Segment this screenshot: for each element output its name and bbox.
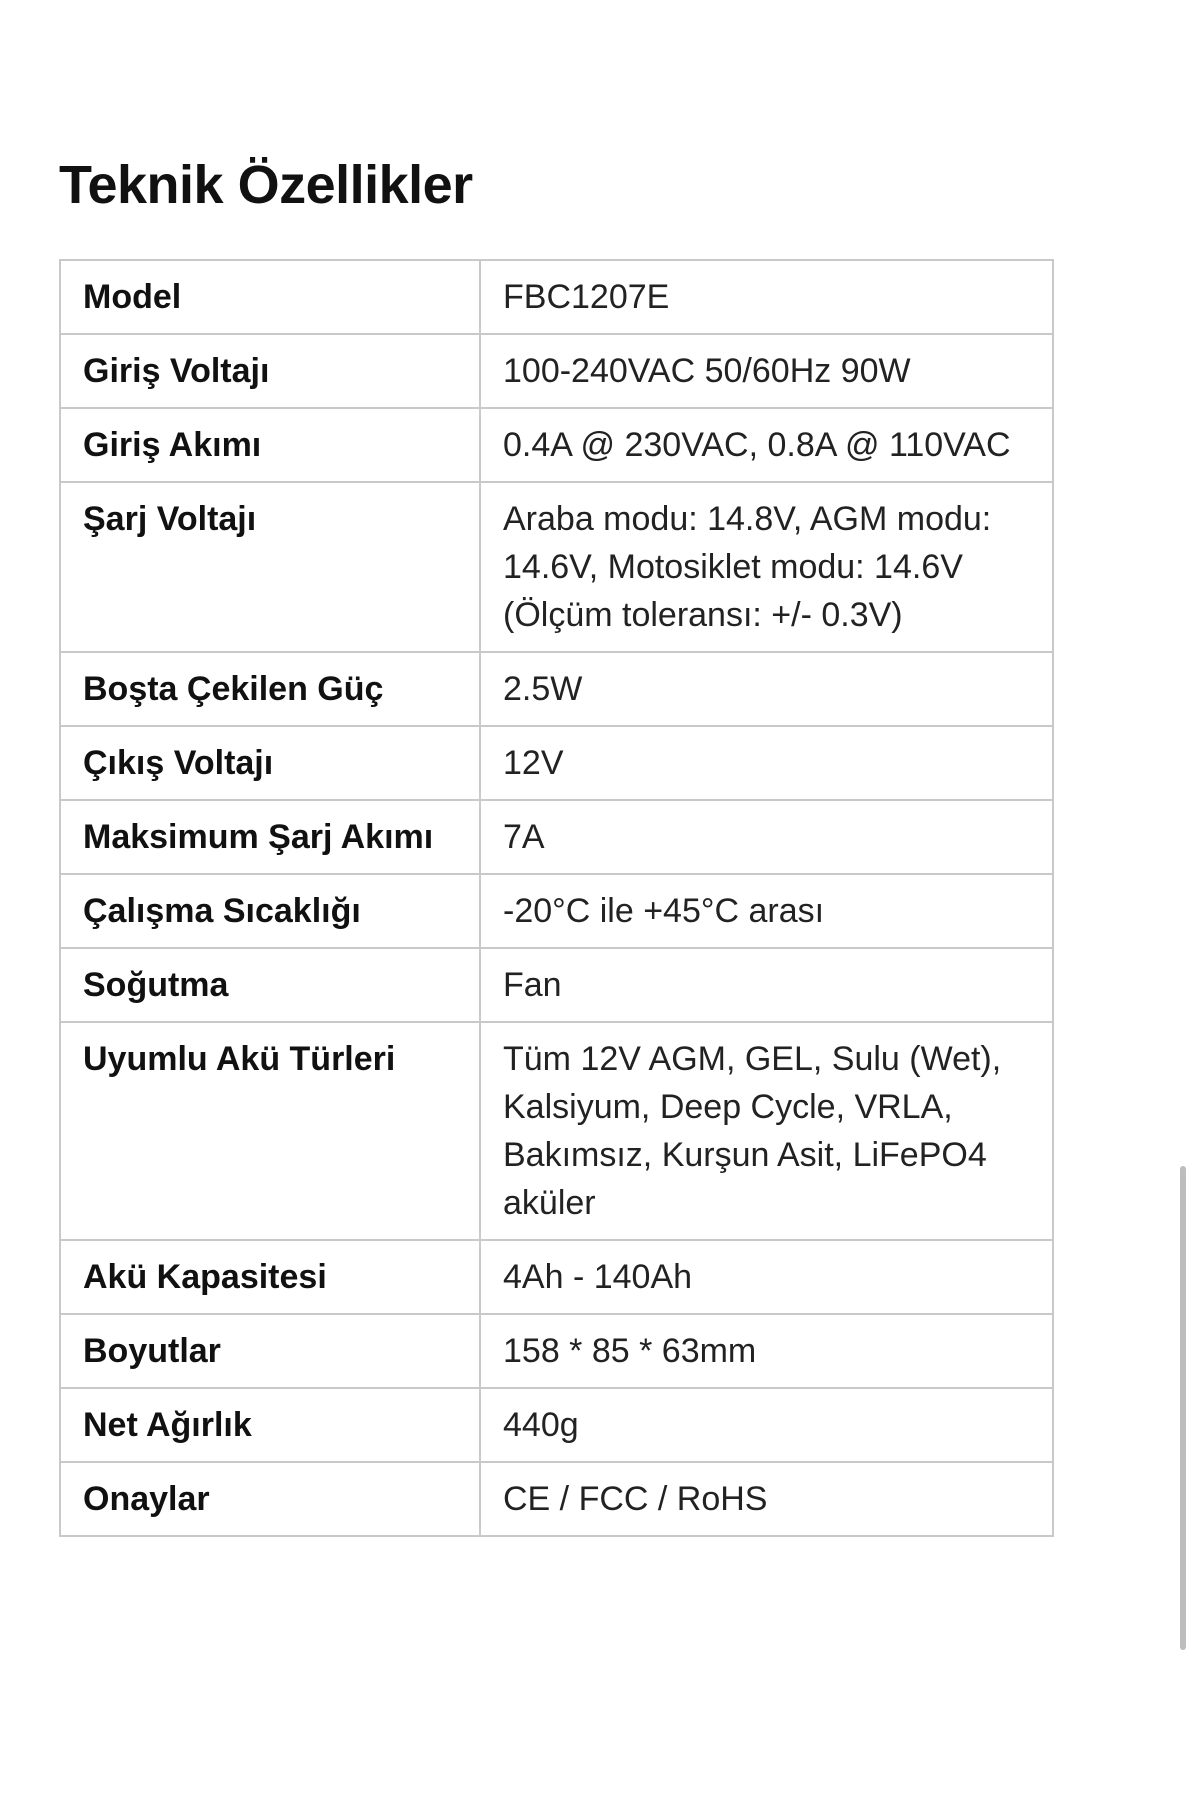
spec-label: Boyutlar: [60, 1314, 480, 1388]
table-row: [60, 1314, 1053, 1388]
spec-label: Şarj Voltajı: [60, 482, 480, 652]
table-row: [60, 1022, 1053, 1240]
spec-value: Araba modu: 14.8V, AGM modu: 14.6V, Motosiklet modu: 14.6V (Ölçüm toleransı: +/- 0.3V): [480, 482, 1053, 652]
table-row: [60, 334, 1053, 408]
spec-value: Fan: [480, 948, 1053, 1022]
spec-value: 100-240VAC 50/60Hz 90W: [480, 334, 1053, 408]
spec-label: Model: [60, 260, 480, 334]
spec-label: Onaylar: [60, 1462, 480, 1536]
spec-label: Çıkış Voltajı: [60, 726, 480, 800]
spec-label: Giriş Voltajı: [60, 334, 480, 408]
spec-label: Soğutma: [60, 948, 480, 1022]
table-row: [60, 482, 1053, 652]
spec-label: Akü Kapasitesi: [60, 1240, 480, 1314]
spec-value: CE / FCC / RoHS: [480, 1462, 1053, 1536]
spec-value: 4Ah - 140Ah: [480, 1240, 1053, 1314]
spec-value: 0.4A @ 230VAC, 0.8A @ 110VAC: [480, 408, 1053, 482]
table-row: [60, 948, 1053, 1022]
spec-value: 7A: [480, 800, 1053, 874]
table-row: [60, 408, 1053, 482]
spec-value: 2.5W: [480, 652, 1053, 726]
table-row: [60, 260, 1053, 334]
table-row: [60, 1462, 1053, 1536]
spec-label: Uyumlu Akü Türleri: [60, 1022, 480, 1240]
spec-table: [59, 259, 1054, 1537]
table-row: [60, 652, 1053, 726]
spec-label: Boşta Çekilen Güç: [60, 652, 480, 726]
spec-value: 440g: [480, 1388, 1053, 1462]
page-title: Teknik Özellikler: [59, 155, 473, 215]
spec-value: Tüm 12V AGM, GEL, Sulu (Wet), Kalsiyum, Deep Cycle, VRLA, Bakımsız, Kurşun Asit, LiFePO4 aküler: [480, 1022, 1053, 1240]
table-row: [60, 874, 1053, 948]
spec-value: 12V: [480, 726, 1053, 800]
spec-label: Giriş Akımı: [60, 408, 480, 482]
table-row: [60, 726, 1053, 800]
scrollbar[interactable]: [1180, 1166, 1186, 1650]
spec-label: Çalışma Sıcaklığı: [60, 874, 480, 948]
table-row: [60, 1240, 1053, 1314]
spec-value: FBC1207E: [480, 260, 1053, 334]
spec-value: -20°C ile +45°C arası: [480, 874, 1053, 948]
table-row: [60, 1388, 1053, 1462]
spec-label: Net Ağırlık: [60, 1388, 480, 1462]
spec-label: Maksimum Şarj Akımı: [60, 800, 480, 874]
table-row: [60, 800, 1053, 874]
spec-value: 158 * 85 * 63mm: [480, 1314, 1053, 1388]
